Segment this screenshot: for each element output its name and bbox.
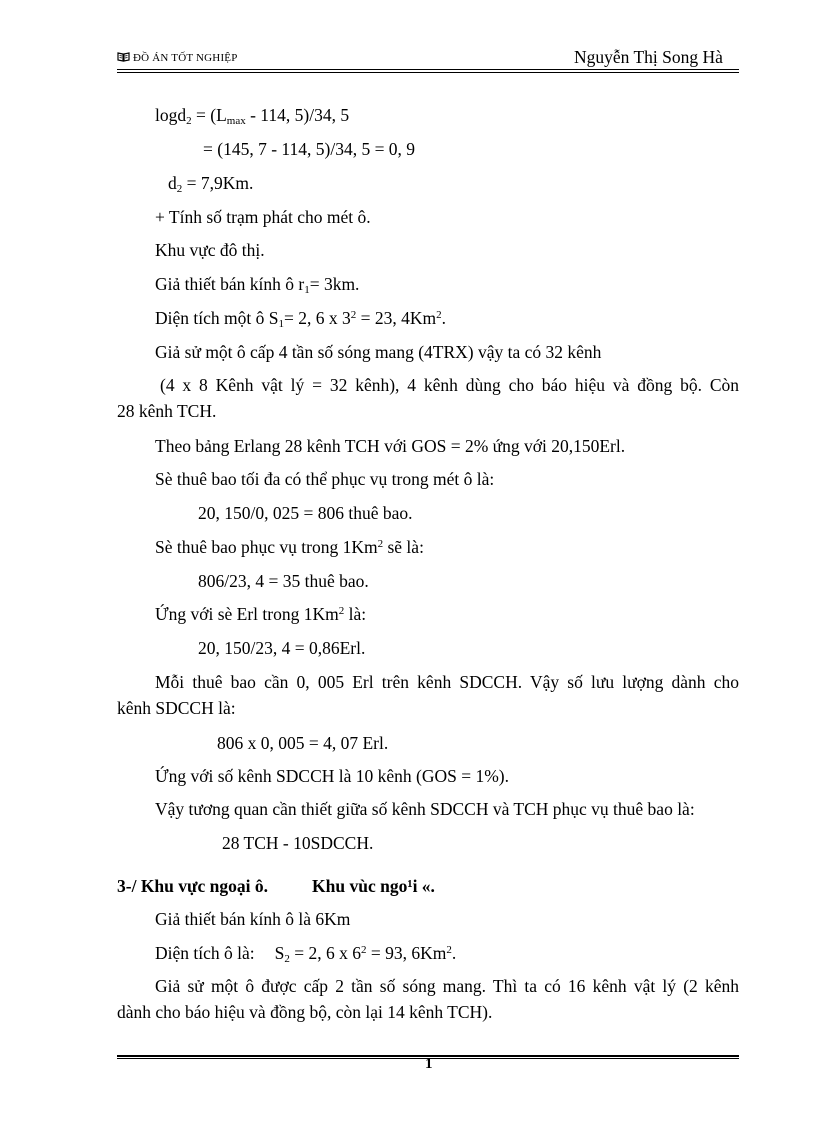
paragraph-line: 28 kênh TCH. (117, 401, 217, 421)
paragraph-line: Sè thuê bao phục vụ trong 1Km$^2$ sẽ là: (155, 537, 424, 557)
header-rule-thin (117, 72, 739, 73)
paragraph-line: Ứng với sè Erl trong 1Km$^2$ là: (155, 604, 367, 624)
paragraph-line: Giả sử một ô cấp 4 tần số sóng mang (4TRX) vậy ta có 32 kênh (155, 342, 602, 362)
paragraph-line: dành cho báo hiệu và đồng bộ, còn lại 14 kênh TCH). (117, 1002, 493, 1022)
formula-line: 20, 150/0, 025 = 806 thuê bao. (198, 503, 413, 523)
paragraph-line: Giả thiết bán kính ô là 6Km (155, 909, 351, 929)
header-title (117, 52, 238, 65)
paragraph-line: Ứng với số kênh SDCCH là 10 kênh (GOS = 1%). (155, 766, 510, 786)
paragraph-line: Khu vực đô thị. (155, 240, 265, 260)
formula-line: 28 TCH - 10SDCCH. (222, 833, 374, 853)
header-rule (117, 69, 739, 70)
header-title-text: ĐỒ ÁN TỐT NGHIỆP (133, 52, 238, 64)
formula-line: 806/23, 4 = 35 thuê bao. (198, 571, 369, 591)
section-heading: 3-/ Khu vực ngoại ô. Khu vùc ngo¹i «. (117, 876, 435, 896)
header-author: Nguyễn Thị Song Hà (574, 47, 723, 67)
formula-line-1: $\log d_2 = (L_{max} - 114$, 5)/34, 5 (155, 105, 350, 127)
paragraph-line: + Tính số trạm phát cho mét ô. (155, 207, 371, 227)
paragraph-line: Vậy tương quan cần thiết giữa số kênh SDCCH và TCH phục vụ thuê bao là: (155, 799, 695, 819)
paragraph-line: kênh SDCCH là: (117, 698, 236, 718)
paragraph-line: Diện tích một ô $S_1= 2$, 6 x $3^2 = 23$, 4Km$^2$. (155, 308, 446, 330)
paragraph-line: Diện tích ô là: $S_2 = 2$, 6 x $6^2 = 93$, 6Km$^2$. (155, 943, 457, 965)
paragraph-line: Sè thuê bao tối đa có thể phục vụ trong mét ô là: (155, 469, 495, 489)
formula-line-2: = (145, 7 - 114, 5)/34, 5 = 0, 9 (203, 139, 416, 159)
paragraph-line: Mỗi thuê bao cần 0, 005 Erl trên kênh SDCCH. Vậy số lưu lượng dành cho (155, 672, 739, 692)
formula-line-3: $d_2 = 7,9Km$. (168, 173, 254, 195)
page-number: 1 (425, 1056, 433, 1072)
book-icon (117, 52, 130, 65)
formula-line: 20, 150/23, 4 = 0,86Erl. (198, 638, 366, 658)
formula-line: 806 x 0, 005 = 4, 07 Erl. (217, 733, 389, 753)
paragraph-line: (4 x 8 Kênh vật lý = 32 kênh), 4 kênh dùng cho báo hiệu và đồng bộ. Còn (160, 375, 739, 395)
paragraph-line: Giả thiết bán kính ô $r_1= 3km$. (155, 274, 360, 296)
paragraph-line: Theo bảng Erlang 28 kênh TCH với GOS = 2% ứng với 20,150Erl. (155, 436, 626, 456)
paragraph-line: Giả sử một ô được cấp 2 tần số sóng mang. Thì ta có 16 kênh vật lý (2 kênh (155, 976, 739, 996)
